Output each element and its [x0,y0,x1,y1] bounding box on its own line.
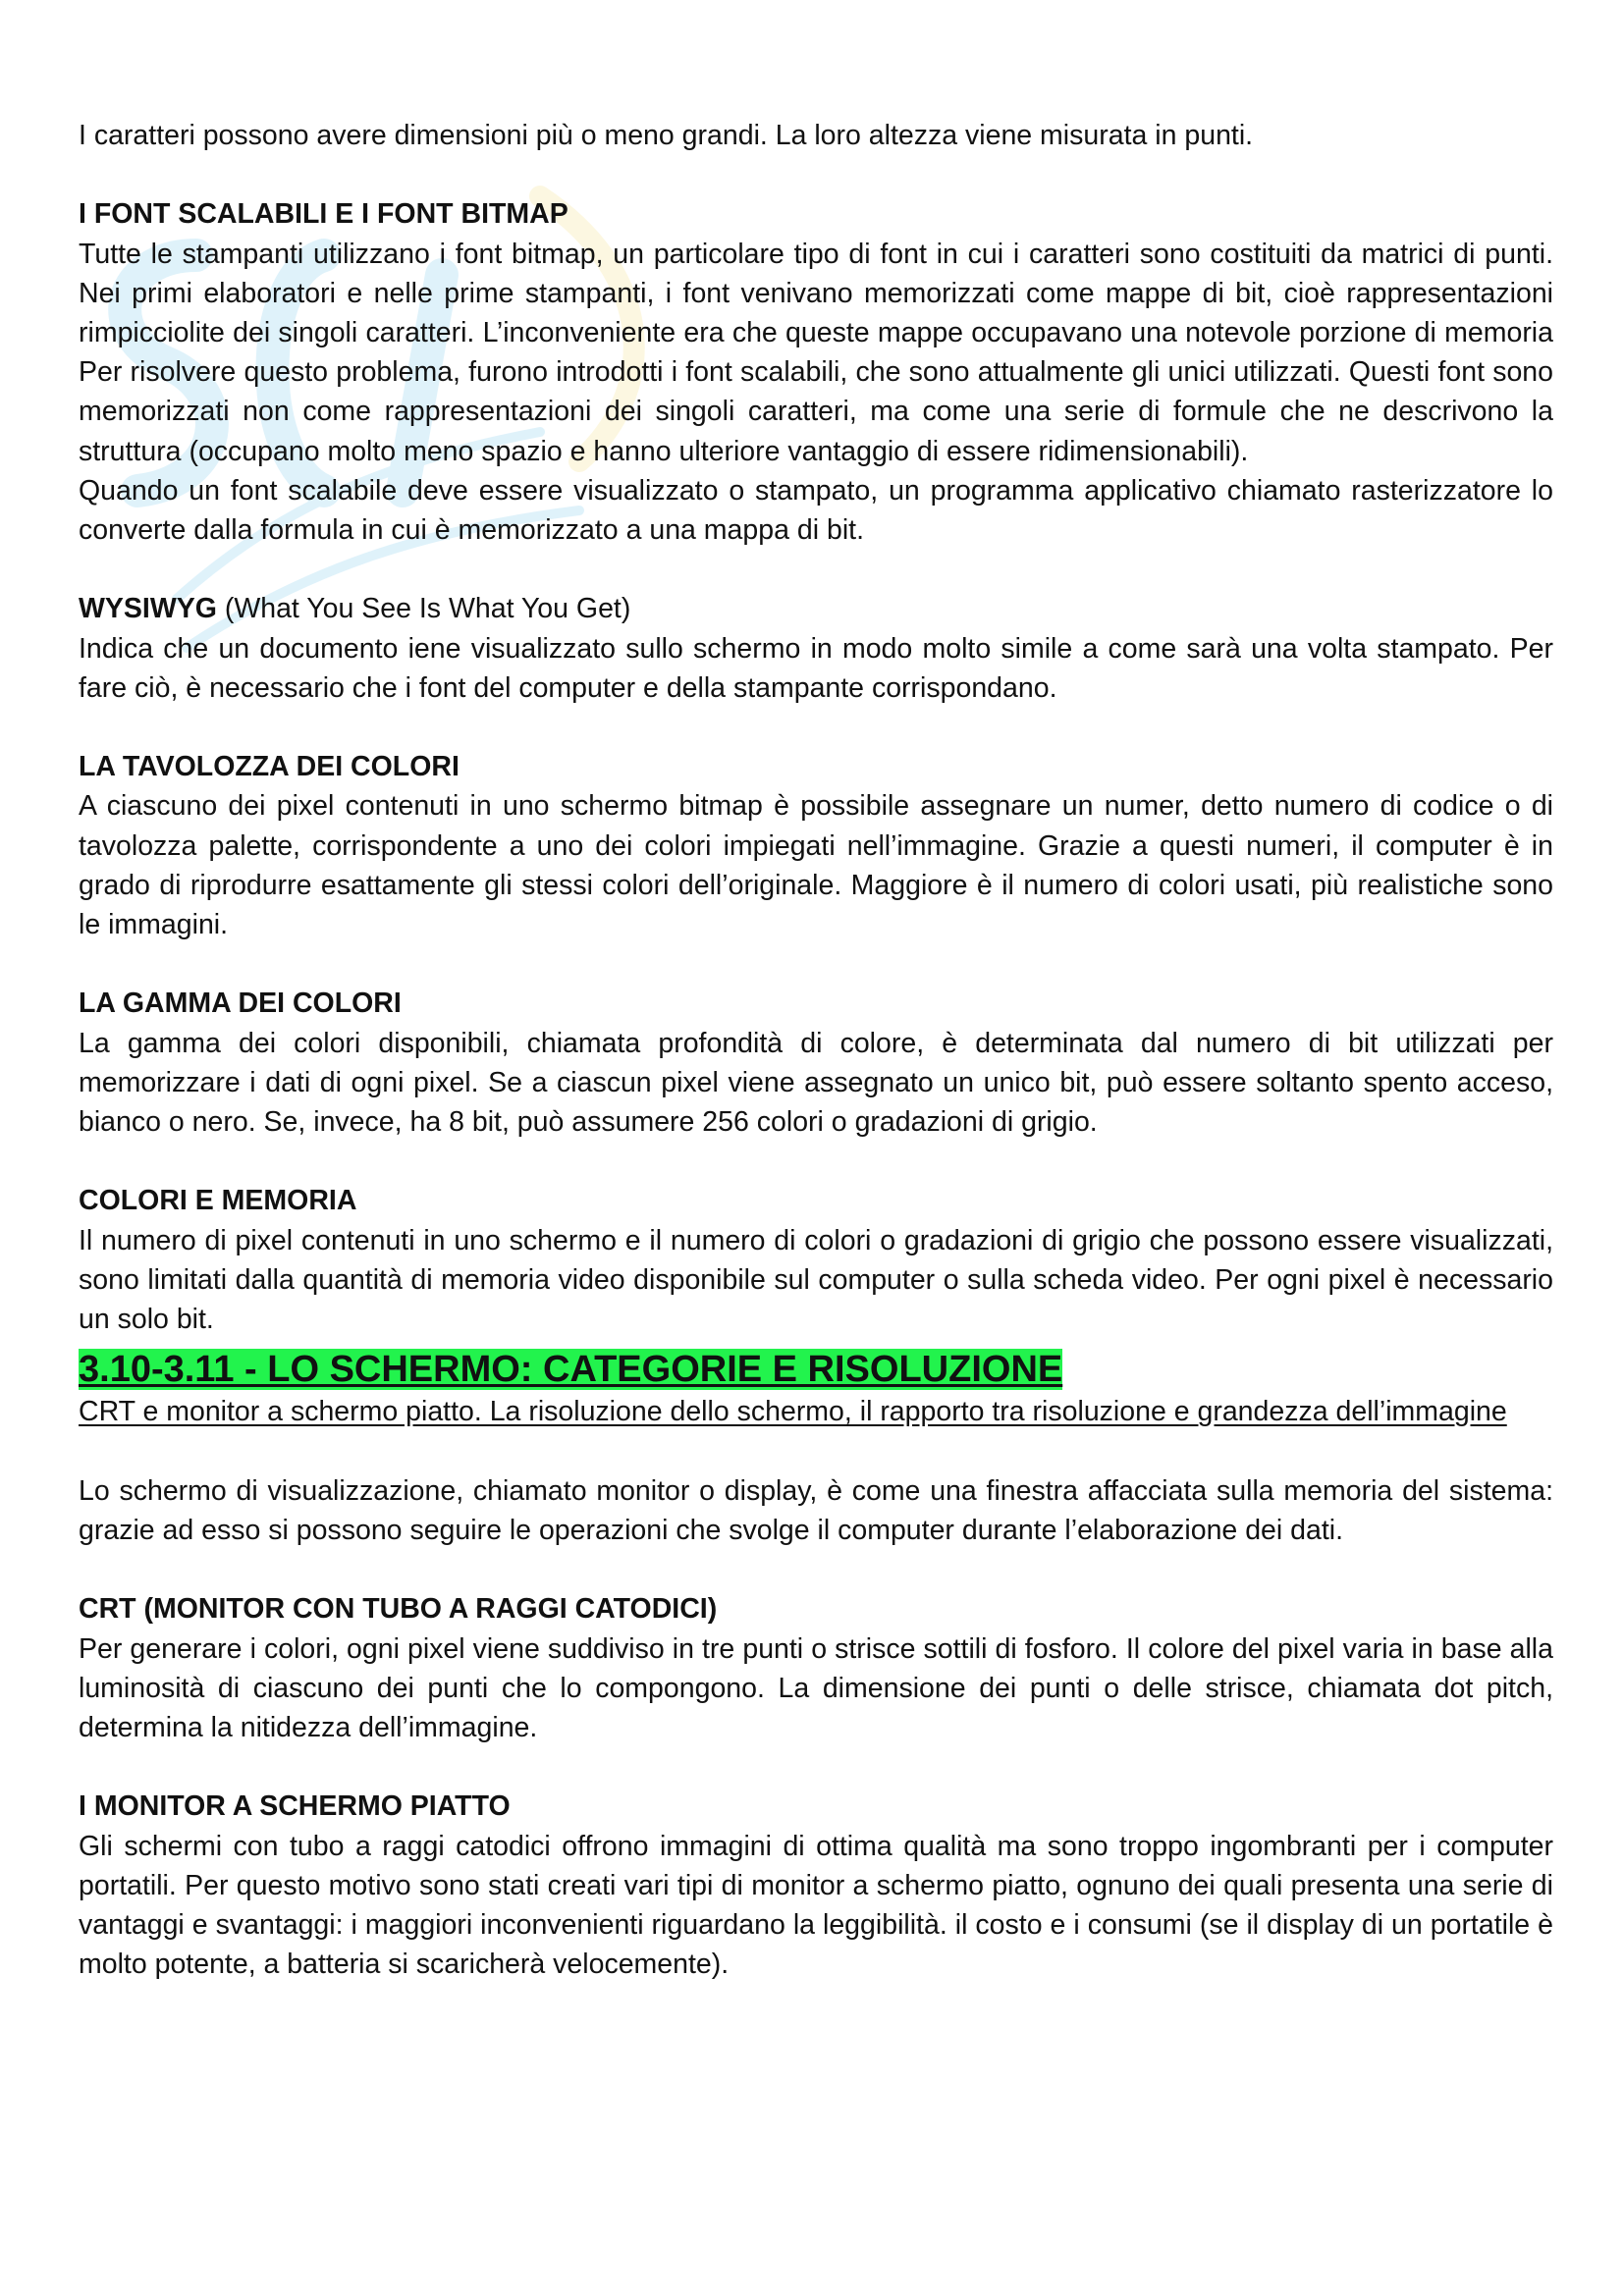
section-paragraph-tavolozza: A ciascuno dei pixel contenuti in uno schermo bitmap è possibile assegnare un numer, detto numero di codice o di tavolozza palette, corrispondente a uno dei colori impiegati nell’immagine. Grazie a questi numeri, il computer è in grado di riprodurre esattamente gli stessi colori dell’originale. Maggiore è il numero di colori usati, più realistiche sono le immagini. [79,790,1553,941]
chapter-intro-paragraph: Lo schermo di visualizzazione, chiamato monitor o display, è come una finestra affacciata sulla memoria del sistema: grazie ad esso si possono seguire le operazioni che svolge il computer durante l’elaborazione dei dati. [79,1474,1553,1547]
section-paragraph-crt: Per generare i colori, ogni pixel viene suddiviso in tre punti o strisce sottili di fosforo. Il colore del pixel varia in base alla luminosità di ciascuno dei punti che lo compongono. La dimensione dei punti o delle strisce, chiamata dot pitch, determina la nitidezza dell’immagine. [79,1632,1553,1744]
section-heading-crt: CRT (MONITOR CON TUBO A RAGGI CATODICI) [79,1593,718,1626]
section-heading-schermo-piatto: I MONITOR A SCHERMO PIATTO [79,1790,511,1823]
chapter-title [79,1347,1062,1392]
section-heading-wysiwyg [79,589,1553,628]
chapter-title-text: 3.10-3.11 - LO SCHERMO: CATEGORIE E RISOLUZIONE [79,1349,1063,1391]
section-paragraph-schermo-piatto: Gli schermi con tubo a raggi catodici offrono immagini di ottima qualità ma sono troppo ingombranti per i computer portatili. Per questo motivo sono stati creati vari tipi di monitor a schermo piatto, ognuno dei quali presenta una serie di vantaggi e svantaggi: i maggiori inconvenienti riguardano la leggibilità. il costo e i consumi (se il display di un portatile è molto potente, a batteria si scaricherà velocemente). [79,1830,1553,1981]
section-heading-gamma: LA GAMMA DEI COLORI [79,988,402,1020]
document-body [79,116,1553,1984]
wysiwyg-heading-suffix: (What You See Is What You Get) [216,593,631,625]
section-heading-font-scalabili: I FONT SCALABILI E I FONT BITMAP [79,198,568,231]
section-paragraph-gamma: La gamma dei colori disponibili, chiamata profondità di colore, è determinata dal numero di bit utilizzati per memorizzare i dati di ogni pixel. Se a ciascun pixel viene assegnato un unico bit, può essere soltanto spento acceso, bianco o nero. Se, invece, ha 8 bit, può assumere 256 colori o gradazioni di grigio. [79,1027,1553,1139]
section-paragraph-font-scalabili-1: Tutte le stampanti utilizzano i font bitmap, un particolare tipo di font in cui i caratteri sono costituiti da matrici di punti. Nei primi elaboratori e nelle prime stampanti, i font venivano memorizzati come mappe di bit, cioè rappresentazioni rimpicciolite dei singoli caratteri. L’inconveniente era che queste mappe occupavano una notevole porzione di memoria Per risolvere questo problema, furono introdotti i font scalabili, che sono attualmente gli unici utilizzati. Questi font sono memorizzati non come rappresentazioni dei singoli caratteri, ma come una serie di formule che ne descrivono la struttura (occupano molto meno spazio e hanno ulteriore vantaggio di essere ridimensionabili). [79,238,1553,467]
section-heading-tavolozza: LA TAVOLOZZA DEI COLORI [79,751,460,783]
intro-paragraph: I caratteri possono avere dimensioni più o meno grandi. La loro altezza viene misurata in punti. [79,120,1254,151]
section-heading-colori-memoria: COLORI E MEMORIA [79,1185,357,1217]
section-paragraph-wysiwyg: Indica che un documento iene visualizzato sullo schermo in modo molto simile a come sarà una volta stampato. Per fare ciò, è necessario che i font del computer e della stampante corrispondano. [79,632,1553,704]
section-paragraph-font-scalabili-2: Quando un font scalabile deve essere visualizzato o stampato, un programma applicativo chiamato rasterizzatore lo converte dalla formula in cui è memorizzato a una mappa di bit. [79,474,1553,547]
section-paragraph-colori-memoria: Il numero di pixel contenuti in uno schermo e il numero di colori o gradazioni di grigio che possono essere visualizzati, sono limitati dalla quantità di memoria video disponibile sul computer o sulla scheda video. Per ogni pixel è necessario un solo bit. [79,1224,1553,1336]
wysiwyg-heading-bold: WYSIWYG [79,593,217,625]
chapter-subtitle: CRT e monitor a schermo piatto. La risoluzione dello schermo, il rapporto tra risoluzione e grandezza dell’immagine [79,1396,1507,1428]
